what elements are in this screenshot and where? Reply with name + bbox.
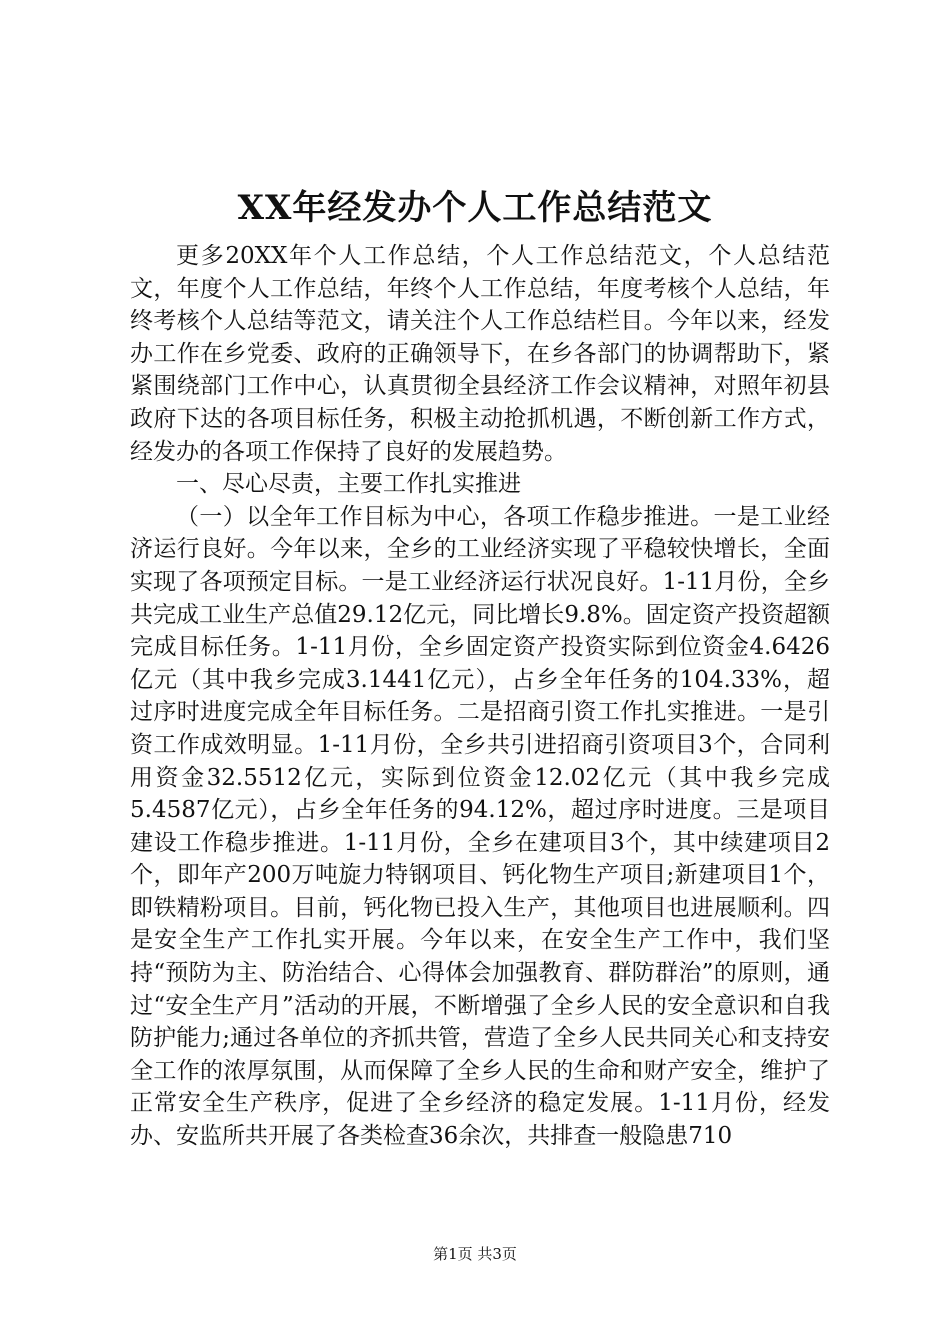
page-number-footer: 第1页 共3页 [433,1245,517,1263]
section-paragraph: （一）以全年工作目标为中心，各项工作稳步推进。一是工业经济运行良好。今年以来，全乡的工业经济实现了平稳较快增长，全面实现了各项预定目标。一是工业经济运行状况良好。1-11月份，全乡共完成工业生产总值29.12亿元，同比增长9.8%。固定资产投资超额完成目标任务。1-11月份，全乡固定资产投资实际到位资金4.6426亿元（其中我乡完成3.1441亿元），占乡全年任务的104.33%，超过序时进度完成全年目标任务。二是招商引资工作扎实推进。一是引资工作成效明显。1-11月份，全乡共引进招商引资项目3个，合同利用资金32.5512亿元，实际到位资金12.02亿元（其中我乡完成5.4587亿元），占乡全年任务的94.12%，超过序时进度。三是项目建设工作稳步推进。1-11月份，全乡在建项目3个，其中续建项目2个，即年产200万吨旋力特钢项目、钙化物生产项目;新建项目1个，即铁精粉项目。目前，钙化物已投入生产，其他项目也进展顺利。四是安全生产工作扎实开展。今年以来，在安全生产工作中，我们坚持“预防为主、防治结合、心得体会加强教育、群防群治”的原则，通过“安全生产月”活动的开展，不断增强了全乡人民的安全意识和自我防护能力;通过各单位的齐抓共管，营造了全乡人民共同关心和支持安全工作的浓厚氛围，从而保障了全乡人民的生命和财产安全，维护了正常安全生产秩序，促进了全乡经济的稳定发展。1-11月份，经发办、安监所共开展了各类检查36余次，共排查一般隐患710 [130,503,830,1150]
document-title: XX年经发办个人工作总结范文 [237,188,713,228]
section-heading: 一、尽心尽责，主要工作扎实推进 [176,471,521,498]
intro-paragraph: 更多20XX年个人工作总结，个人工作总结范文，个人总结范文，年度个人工作总结，年终个人工作总结，年度考核个人总结，年终考核个人总结等范文，请关注个人工作总结栏目。今年以来，经发办工作在乡党委、政府的正确领导下，在乡各部门的协调帮助下，紧紧围绕部门工作中心，认真贯彻全县经济工作会议精神，对照年初县政府下达的各项目标任务，积极主动抢抓机遇，不断创新工作方式，经发办的各项工作保持了良好的发展趋势。 [130,243,830,465]
document-body [130,240,830,1153]
